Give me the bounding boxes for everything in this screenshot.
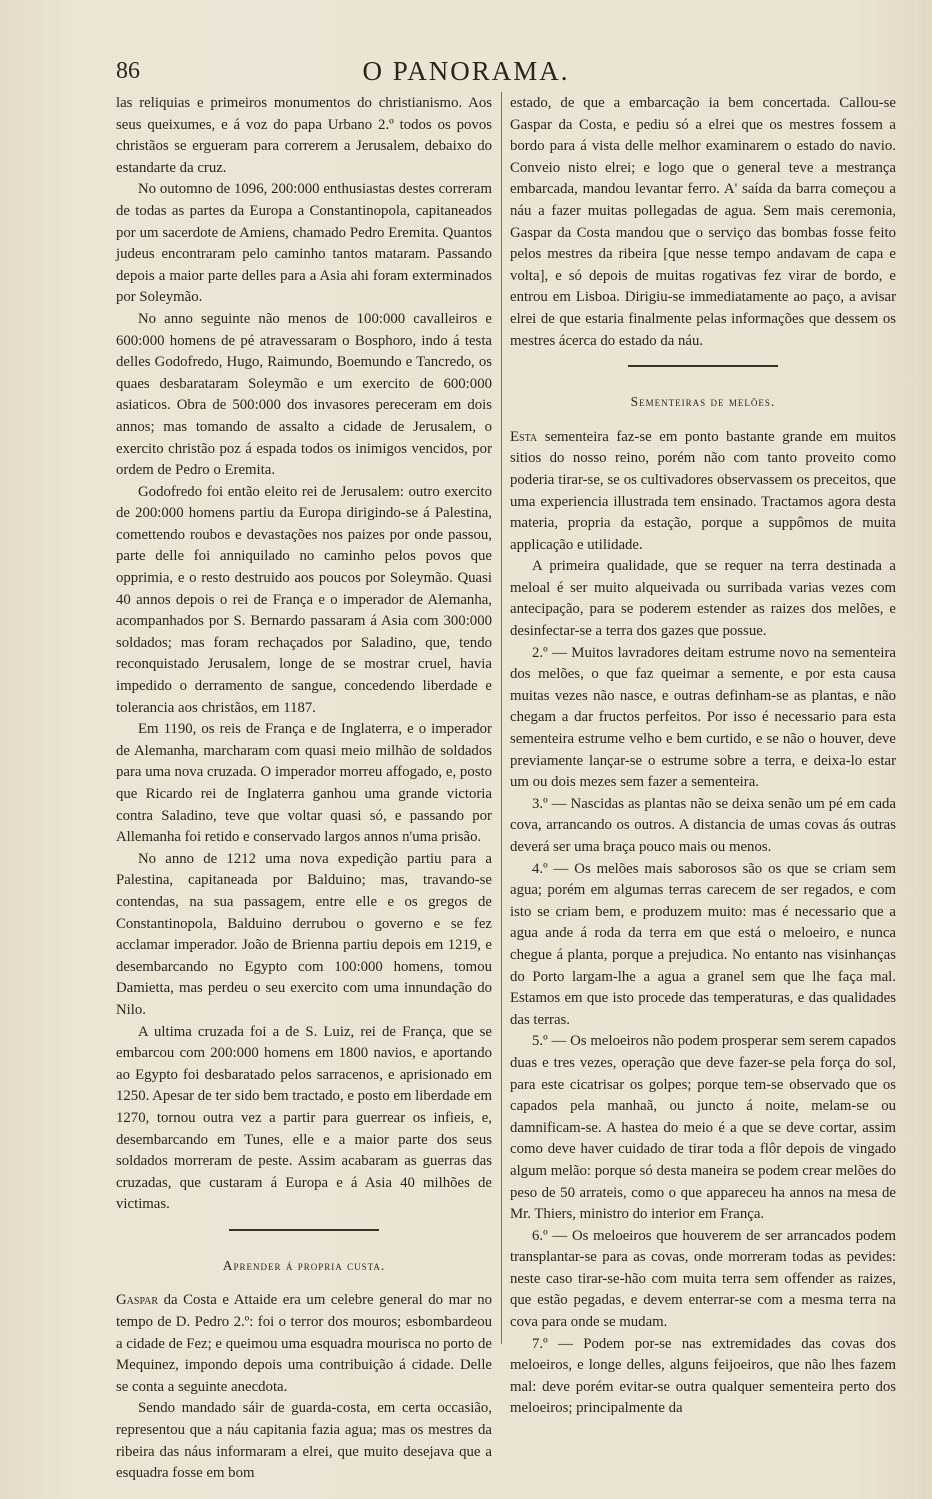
publication-title: O PANORAMA. [362,56,570,86]
paragraph: A ultima cruzada foi a de S. Luiz, rei de França, que se embarcou com 200:000 homens em 1800 navios, e aportando ao Egypto foi desbaratado pelos sarracenos, e aprisionado em 1250. Apesar de ter sido bem tractado, e posto em liberdade em 1270, tornou outra vez a partir para guerrear os infieis, e, desembarcando em Tunes, elle e a maior parte dos seus soldados morreram de peste. Assim acabaram as guerras das cruzadas, que custaram á Europa e á Asia 40 milhões de victimas. [116,1023,492,1213]
paragraph-text: sementeira faz-se em ponto bastante grande em muitos sitios do nosso reino, porém não com tanto proveito como poderia tirar-se, se os cultivadores observassem os preceitos, que uma experiencia illustrada tem ensinado. Tractamos agora desta materia, propria da estação, porque a suppômos de muita applicação e utilidade. [510,428,896,553]
section-divider [628,365,778,367]
paragraph: 2.º — Muitos lavradores deitam estrume novo na sementeira dos melões, o que faz queimar a semente, e por esta causa muitas vezes não nasce, e outras definham-se as plantas, e não chegam a dar fructos perfeitos. Por isso é necessario para esta sementeira estrume velho e bem curtido, e se não o houver, deve previamente lançar-se o estrume sobre a terra, e deixa-lo estar um ou dois mezes sem fazer a sementeira. [510,644,896,791]
page-header [0,56,932,88]
section-divider [229,1229,379,1231]
paragraph [116,1290,492,1398]
paragraph: Sendo mandado sáir de guarda-costa, em certa occasião, representou que a náu capitania fazia agua; mas os mestres da ribeira das náus informaram a elrei, que muito desejava que a esquadra fosse em bom [116,1400,492,1482]
paragraph: Em 1190, os reis de França e de Inglaterra, e o imperador de Alemanha, marcharam com quasi meio milhão de soldados para uma nova cruzada. O imperador morreu affogado, e, posto que Ricardo rei de Inglaterra ganhou uma grande victoria contra Saladino, teve que voltar quasi só, e passando por Allemanha foi retido e conservado largos annos n'uma prisão. [116,721,492,846]
drop-word: Gaspar [116,1292,159,1309]
right-column [510,93,896,1420]
paragraph: A primeira qualidade, que se requer na terra destinada a meloal é ser muito alqueivada ou surribada varias vezes com antecipação, para se poderem estender as raizes dos melões, e desinfectar-se a terra dos gazes que possue. [510,558,896,640]
left-column [116,93,492,1485]
section-heading: Aprender á propria custa. [222,1257,386,1273]
paragraph: No outomno de 1096, 200:000 enthusiastas destes correram de todas as partes da Europa a Constantinopola, capitaneados por um sacerdote de Amiens, chamado Pedro Eremita. Quantos judeus encontraram pelo caminho tantos mataram. Passando depois a maior parte delles para a Asia ahi foram exterminados por Soleymão. [116,181,492,306]
paragraph [510,427,896,557]
paragraph: las reliquias e primeiros monumentos do christianismo. Aos seus queixumes, e á voz do papa Urbano 2.º todos os povos christãos se ergueram para correrem a Jerusalem, debaixo do estandarte da cruz. [116,95,492,176]
paragraph: 6.º — Os meloeiros que houverem de ser arrancados podem transplantar-se para as covas, onde morreram todas as pevides: neste caso tirar-se-hão com muita terra sem offender as raizes, que estão pegadas, e devem enterrar-se com a mesma terra na cova para onde se mudam. [510,1227,896,1331]
paragraph-text: da Costa e Attaide era um celebre general do mar no tempo de D. Pedro 2.º: foi o terror dos mouros; esbombardeou a cidade de Fez; e queimou uma esquadra mourisca no porto de Mequinez, impondo depois uma contribuição á cidade. Delle se conta a seguinte anecdota. [116,1292,492,1395]
paragraph: 4.º — Os melões mais saborosos são os que se criam sem agua; porém em algumas terras carecem de ser regados, e com isto se criam bem, e produzem muito: mas é necessario que a agua ande á roda da terra em que está o meloeiro, e nunca chegue á planta, porque a prejudica. No entanto nas visinhanças do Porto largam-lhe a agua a granel sem que lhe faça mal. Estamos em que isto procede das temperaturas, e das qualidades das terras. [510,860,896,1028]
paragraph: No anno de 1212 uma nova expedição partiu para a Palestina, capitaneada por Balduino; mas, travando-se contendas, na sua passagem, entre elle e os gregos de Constantinopola, Balduino derrubou o governo e se fez acclamar imperador. João de Brienna partiu depois em 1219, e desembarcando no Egypto com 100:000 homens, tomou Damietta, mas perdeu o seu exercito com uma innundação do Nilo. [116,850,492,1018]
drop-word: Esta [510,428,538,445]
page-number: 86 [116,58,140,84]
paragraph: 7.º — Podem por-se nas extremidades das covas dos meloeiros, e longe delles, alguns feijoeiros, que não lhes fazem mal: deve porém evitar-se outra qualquer sementeira perto dos meloeiros; principalmente da [510,1335,896,1417]
paragraph: No anno seguinte não menos de 100:000 cavalleiros e 600:000 homens de pé atravessaram o Bosphoro, indo á testa delles Godofredo, Hugo, Raimundo, Boemundo e Tancredo, os quaes desbarataram Soleymão e um exercito de 600:000 asiaticos. Obra de 500:000 dos invasores pereceram em dois annos; mas tomando de assalto a cidade de Jerusalem, o exercito christão poz á espada todos os inimigos vencidos, por ordem de Pedro o Eremita. [116,310,492,479]
paragraph: 3.º — Nascidas as plantas não se deixa senão um pé em cada cova, arrancando os outros. A distancia de umas covas ás outras deverá ser uma braça pouco mais ou menos. [510,795,896,855]
paragraph: estado, de que a embarcação ia bem concertada. Callou-se Gaspar da Costa, e pediu só a elrei que os mestres fossem a bordo para á vista delle melhor examinarem o estado do navio. Conveio nisto elrei; e logo que o general teve a mestrança embarcada, mandou levantar ferro. A' saída da barra começou a náu a fazer muitas pollegadas de agua. Sem mais ceremonia, Gaspar da Costa mandou que o serviço das bombas fosse feito pelos mestres da ribeira [que nesse tempo andavam de capa e volta], e só depois de muitas rogativas fez virar de bordo, e entrou em Lisboa. Dirigiu-se immediatamente ao paço, a avisar elrei de que estaria finalmente pelas informações que dessem os mestres ácerca do estado da náu. [510,95,896,349]
paragraph: 5.º — Os meloeiros não podem prosperar sem serem capados duas e tres vezes, operação que deve fazer-se pela força do sol, para este cicatrisar os golpes; porque tem-se observado que os capados pela manhaã, ou juncto á noite, melam-se ou damnificam-se. A hastea do meio é a que se deve cortar, assim como deve haver cuidado de tirar toda a flôr depois de vingado algum melão: porque só desta maneira se podem crear melões do peso de 50 arrateis, como o que appareceu ha annos na mesa de Mr. Thiers, ministro do interior em França. [510,1033,896,1223]
column-divider [501,92,502,1344]
section-heading: Sementeiras de melões. [630,394,776,410]
paragraph: Godofredo foi então eleito rei de Jerusalem: outro exercito de 200:000 homens partiu da Europa dirigindo-se á Palestina, comettendo roubos e devastações nos paizes por onde passou, parte delle foi anniquilado no caminho pelos povos que opprimia, e o resto destruido aos poucos por Soleymão. Quasi 40 annos depois o rei de França e o imperador de Alemanha, acompanhados por S. Bernardo passaram á Asia com 300:000 soldados; mas foram rechaçados por Saladino, que, tendo reconquistado Jerusalem, longe de se mostrar cruel, havia impedido o derramento de sangue, concedendo liberdade e tolerancia aos christãos, em 1187. [116,483,492,716]
